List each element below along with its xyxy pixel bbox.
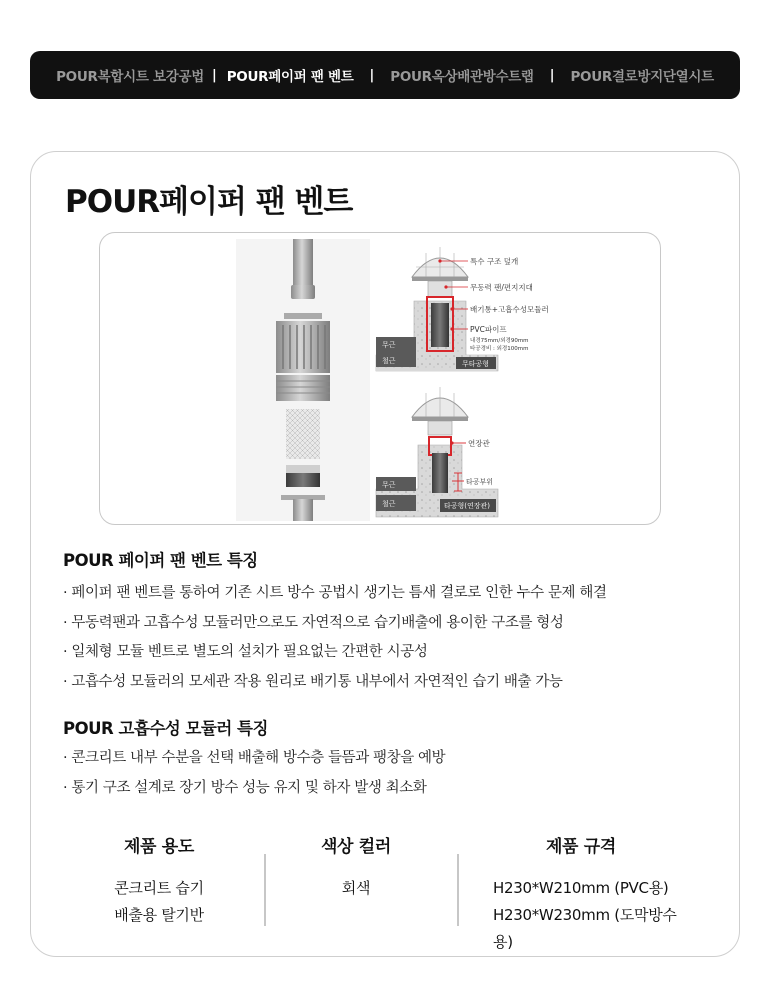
spec-size-line: H230*W230mm (도막방수용) [493,906,677,951]
spec-usage-heading: 제품 용도 [123,837,195,857]
list-item: · 일체형 모듈 벤트로 별도의 설치가 필요없는 간편한 시공성 [63,644,428,660]
list-item: · 고흡수성 모듈러의 모세관 작용 원리로 배기통 내부에서 자연적인 습기 배출 가능 [63,673,563,690]
nav-item-paper-fan-vent[interactable]: POUR페이퍼 팬 벤트 [226,69,354,85]
nav-separator: | [211,67,217,83]
spec-usage [79,832,239,929]
label-hole: 타공부위 [466,478,494,486]
label-module: 배기통+고흡수성모듈러 [470,305,549,314]
product-figure [99,232,661,525]
label-mortar: 무근 [382,341,396,349]
exploded-product-photo [236,239,370,521]
list-item: · 콘크리트 내부 수분을 선택 배출해 방수층 들뜸과 팽창을 예방 [63,750,446,766]
spec-size-heading: 제품 규격 [545,837,617,857]
spec-size [471,832,691,956]
diagram-hole-type [376,387,498,517]
divider [264,854,266,926]
spec-size-line: H230*W210mm (PVC용) [493,879,669,897]
label-extension: 연장관 [468,439,490,448]
spec-color-line: 회색 [341,879,371,897]
spec-usage-line: 콘크리트 습기 [114,879,204,897]
label-fan: 무동력 팬/편지지대 [470,283,533,292]
label-rebar: 철근 [382,357,396,365]
label-mortar: 무근 [382,481,396,489]
label-pvc-pipe: PVC파이프 [470,325,507,334]
top-navigation [30,51,740,99]
spec-color-heading: 색상 컬러 [320,837,392,857]
modular-heading: POUR 고흡수성 모듈러 특징 [63,719,268,738]
divider [457,854,459,926]
modular-list [63,748,445,807]
nav-item-condensation-sheet[interactable]: POUR결로방지단열시트 [570,69,714,85]
label-rebar: 철근 [382,500,396,508]
diagram-no-hole-type [376,247,549,371]
nav-item-roof-drain-trap[interactable]: POUR옥상배관방수트랩 [390,69,534,85]
nav-separator: | [369,67,375,83]
product-diagram [100,233,661,525]
label-type-hole: 타공형(연장관) [444,502,491,510]
list-item: · 통기 구조 설계로 장기 방수 성능 유지 및 하자 발생 최소화 [63,779,427,796]
label-top-cap: 특수 구조 덮개 [470,257,519,266]
label-pipe-hole-spec: 타공경비 : 외경100mm [470,346,529,352]
label-pipe-spec: 내경75mm/외경90mm [470,338,529,344]
label-type-no-hole: 무타공형 [462,360,490,368]
features-list [63,583,607,701]
product-card [30,151,740,957]
features-heading: POUR 페이퍼 팬 벤트 특징 [63,551,258,570]
nav-item-composite-sheet[interactable]: POUR복합시트 보강공법 [56,69,204,85]
page-title: POUR페이퍼 팬 벤트 [65,184,353,220]
nav-separator: | [549,67,555,83]
spec-table [31,832,741,951]
list-item: · 무동력팬과 고흡수성 모듈러만으로도 자연적으로 습기배출에 용이한 구조를 형성 [63,614,564,631]
spec-usage-line: 배출용 탈기반 [114,906,204,924]
list-item: · 페이퍼 팬 벤트를 통하여 기존 시트 방수 공법시 생기는 틈새 결로로 인한 누수 문제 해결 [63,585,607,601]
spec-color [276,832,436,902]
